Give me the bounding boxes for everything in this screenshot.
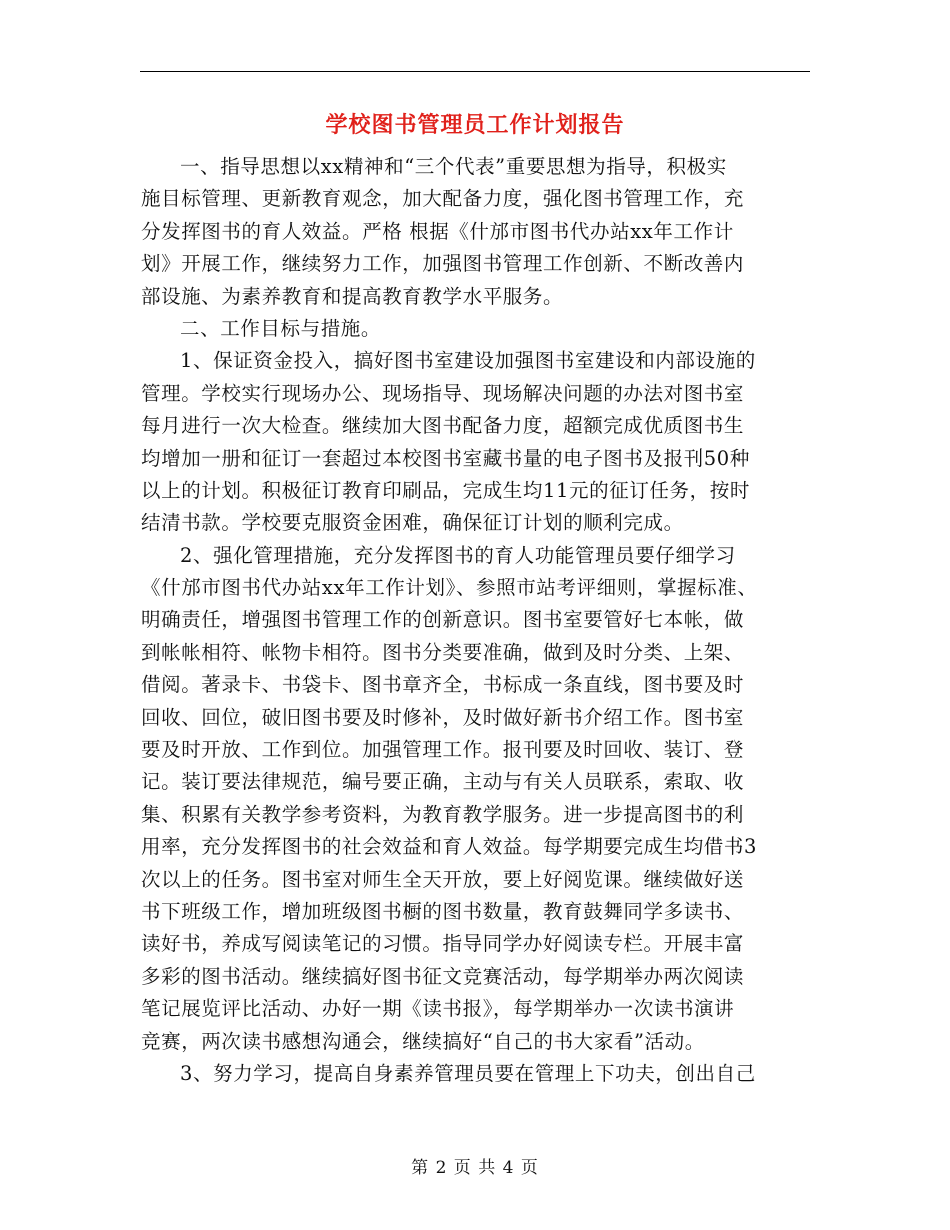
paragraph-line: 读好书，养成写阅读笔记的习惯。指导同学办好阅读专栏。开展丰富 (141, 932, 745, 956)
paragraph-line: 结清书款。学校要克服资金困难，确保征订计划的顺利完成。 (141, 511, 684, 535)
paragraph-line: 到帐帐相符、帐物卡相符。图书分类要准确，做到及时分类、上架、 (141, 640, 745, 664)
paragraph-line: 集、积累有关教学参考资料，为教育教学服务。进一步提高图书的利 (141, 802, 745, 826)
paragraph-line: 书下班级工作，增加班级图书橱的图书数量，教育鼓舞同学多读书、 (141, 899, 745, 923)
paragraph-line: 次以上的任务。图书室对师生全天开放，要上好阅览课。继续做好送 (141, 867, 745, 891)
paragraph-line: 回收、回位，破旧图书要及时修补，及时做好新书介绍工作。图书室 (141, 705, 745, 729)
paragraph-line: 以上的计划。积极征订教育印刷品，完成生均11元的征订任务，按时 (141, 478, 750, 502)
paragraph-line: 每月进行一次大检查。继续加大图书配备力度，超额完成优质图书生 (141, 414, 745, 438)
paragraph-line: 均增加一册和征订一套超过本校图书室藏书量的电子图书及报刊50种 (141, 446, 750, 470)
paragraph-line: 施目标管理、更新教育观念，加大配备力度，强化图书管理工作，充 (141, 187, 745, 211)
paragraph-line: 3、努力学习，提高自身素养管理员要在管理上下功夫，创出自己 (180, 1061, 756, 1085)
paragraph-line: 笔记展览评比活动、办好一期《读书报》，每学期举办一次读书演讲 (141, 997, 735, 1021)
paragraph-line: 竞赛，两次读书感想沟通会，继续搞好“自己的书大家看”活动。 (141, 1029, 705, 1053)
paragraph-line: 1、保证资金投入，搞好图书室建设加强图书室建设和内部设施的 (180, 349, 756, 373)
document-body (141, 151, 821, 1090)
paragraph-line: 记。装订要法律规范，编号要正确，主动与有关人员联系，索取、收 (141, 770, 745, 794)
paragraph-line: 2、强化管理措施，充分发挥图书的育人功能管理员要仔细学习 (180, 543, 736, 567)
page-number-footer: 第 2 页 共 4 页 (411, 1158, 539, 1178)
paragraph-line: 部设施、为素养教育和提高教育教学水平服务。 (141, 284, 564, 308)
paragraph-line: 要及时开放、工作到位。加强管理工作。报刊要及时回收、装订、登 (141, 738, 745, 762)
paragraph-line: 一、指导思想以xx精神和“三个代表”重要思想为指导，积极实 (180, 155, 727, 178)
paragraph-line: 用率，充分发挥图书的社会效益和育人效益。每学期要完成生均借书3 (141, 835, 758, 859)
paragraph-line: 多彩的图书活动。继续搞好图书征文竞赛活动，每学期举办两次阅读 (141, 964, 745, 988)
paragraph-line: 分发挥图书的育人效益。严格 根据《什邡市图书代办站xx年工作计 (141, 219, 734, 243)
document-title: 学校图书管理员工作计划报告 (325, 112, 625, 138)
paragraph-line: 划》开展工作，继续努力工作，加强图书管理工作创新、不断改善内 (141, 252, 745, 276)
header-rule (140, 71, 810, 72)
paragraph-line: 借阅。著录卡、书袋卡、图书章齐全，书标成一条直线，图书要及时 (141, 673, 745, 697)
section-heading: 二、工作目标与措施。 (180, 316, 382, 340)
paragraph-line: 明确责任，增强图书管理工作的创新意识。图书室要管好七本帐，做 (141, 608, 745, 632)
paragraph-line: 《什邡市图书代办站xx年工作计划》、参照市站考评细则，掌握标准、 (141, 576, 758, 600)
paragraph-line: 管理。学校实行现场办公、现场指导、现场解决问题的办法对图书室 (141, 381, 745, 405)
